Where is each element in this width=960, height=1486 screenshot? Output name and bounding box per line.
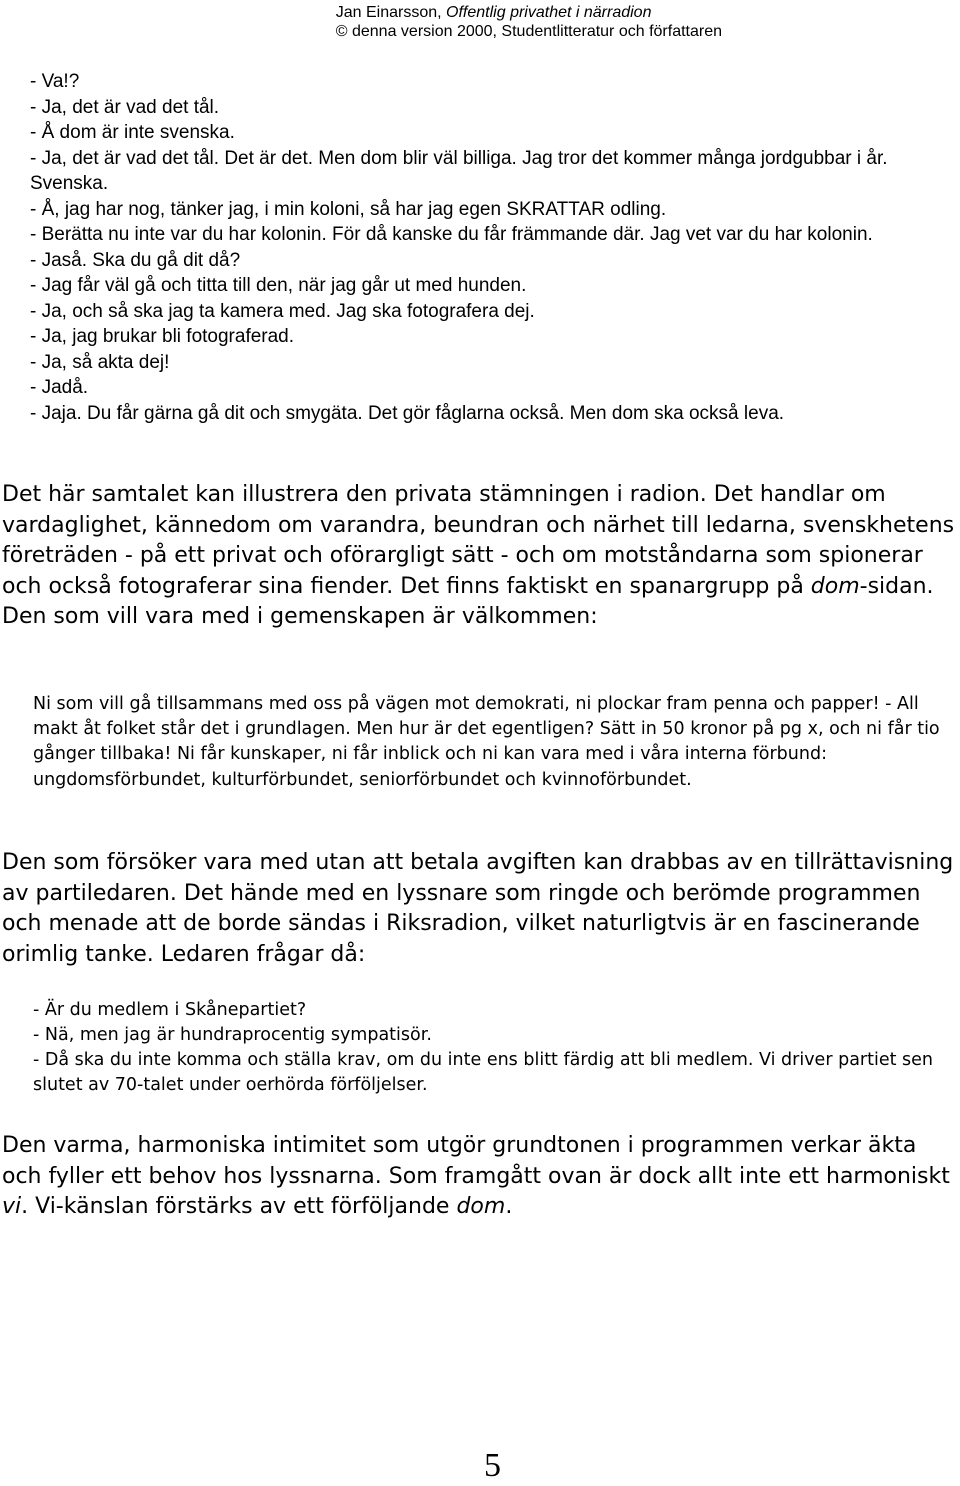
page-header (336, 3, 722, 41)
dialog-line: - Ja, och så ska jag ta kamera med. Jag ska fotografera dej. (30, 300, 535, 322)
para3-text-mid: . Vi-känslan förstärks av ett förföljande (21, 1194, 457, 1219)
para1-text: Det här samtalet kan illustrera den privata stämningen i radion. Det handlar om vardaglighet, kännedom om varandra, beundran och närhet till ledarna, svenskhetens företräden - på ett privat och oförargligt sätt - och om motståndarna som spionerar och också fotograferar sina fiender. Det finns faktiskt en spanargrupp på (2, 482, 955, 599)
header-author: Jan Einarsson, (335, 4, 447, 21)
page-number: 5 (484, 1447, 501, 1484)
dialog-line: - Ja, det är vad det tål. (30, 96, 220, 118)
dialog-line: - Ja, jag brukar bli fotograferad. (30, 326, 295, 347)
para1-em: dom (810, 573, 860, 599)
body-paragraph-1 (2, 480, 960, 633)
dialog-line: - Nä, men jag är hundraprocentig sympatisör. (33, 1025, 432, 1045)
dialog-line: - Jadå. (30, 377, 89, 398)
dialog-line: - Jag får väl gå och titta till den, när jag går ut med hunden. (30, 275, 527, 296)
para1-text-end: -sidan. Den som vill vara med i gemenskapen är välkommen: (2, 573, 934, 629)
para3-text: Den varma, harmoniska intimitet som utgör grundtonen i programmen verkar äkta och fyller ett behov hos lyssnarna. Som framgått ovan är dock allt inte ett harmoniskt (2, 1133, 950, 1189)
dialog-excerpt-2 (33, 998, 953, 1098)
dialog-line: - Är du medlem i Skånepartiet? (33, 1000, 307, 1020)
dialog-line: - Va!? (30, 71, 80, 92)
dialog-line: - Å dom är inte svenska. (30, 122, 235, 143)
dialog-line: - Å, jag har nog, tänker jag, i min koloni, så har jag egen SKRATTAR odling. (30, 198, 667, 220)
body-paragraph-3 (2, 1131, 960, 1223)
para3-text-end: . (505, 1194, 513, 1219)
dialog-line: - Berätta nu inte var du har kolonin. För då kanske du får främmande där. Jag vet var du har kolonin. (30, 224, 873, 245)
header-copyright: © denna version 2000, Studentlitteratur och författaren (335, 23, 722, 40)
dialog-line: - Jaså. Ska du gå dit då? (30, 249, 241, 271)
header-author-title (336, 3, 722, 22)
para3-em-dom: dom (456, 1194, 506, 1219)
para3-em-vi: vi (2, 1194, 22, 1219)
body-paragraph-2: Den som försöker vara med utan att betala avgiften kan drabbas av en tillrättavisning av partiledaren. Det hände med en lyssnare som ringde och berömde programmen och menade att de borde sändas i Riksradion, vilket naturligtvis är en fascinerande orimlig tanke. Ledaren frågar då: (2, 850, 954, 967)
dialog-line: - Ja, det är vad det tål. Det är det. Men dom blir väl billiga. Jag tror det kommer många jordgubbar i år. Svenska. (30, 147, 888, 194)
dialog-line: - Ja, så akta dej! (30, 351, 170, 373)
dialog-line: - Då ska du inte komma och ställa krav, om du inte ens blitt färdig att bli medlem. Vi driver partiet sen slutet av 70-talet under oerhörda förföljelser. (33, 1050, 934, 1095)
dialog-excerpt-1 (30, 69, 960, 426)
dialog-line: - Jaja. Du får gärna gå dit och smygäta. Det gör fåglarna också. Men dom ska också leva. (30, 402, 785, 424)
header-book-title: Offentlig privathet i närradion (446, 4, 652, 21)
quoted-appeal: Ni som vill gå tillsammans med oss på vägen mot demokrati, ni plockar fram penna och papper! - All makt åt folket står det i grundlagen. Men hur är det egentligen? Sätt in 50 kronor på pg x, och ni får tio gånger tillbaka! Ni får kunskaper, ni får inblick och ni kan vara med i våra interna förbund: ungdomsförbundet, kulturförbundet, seniorförbundet och kvinnoförbundet. (33, 694, 940, 790)
